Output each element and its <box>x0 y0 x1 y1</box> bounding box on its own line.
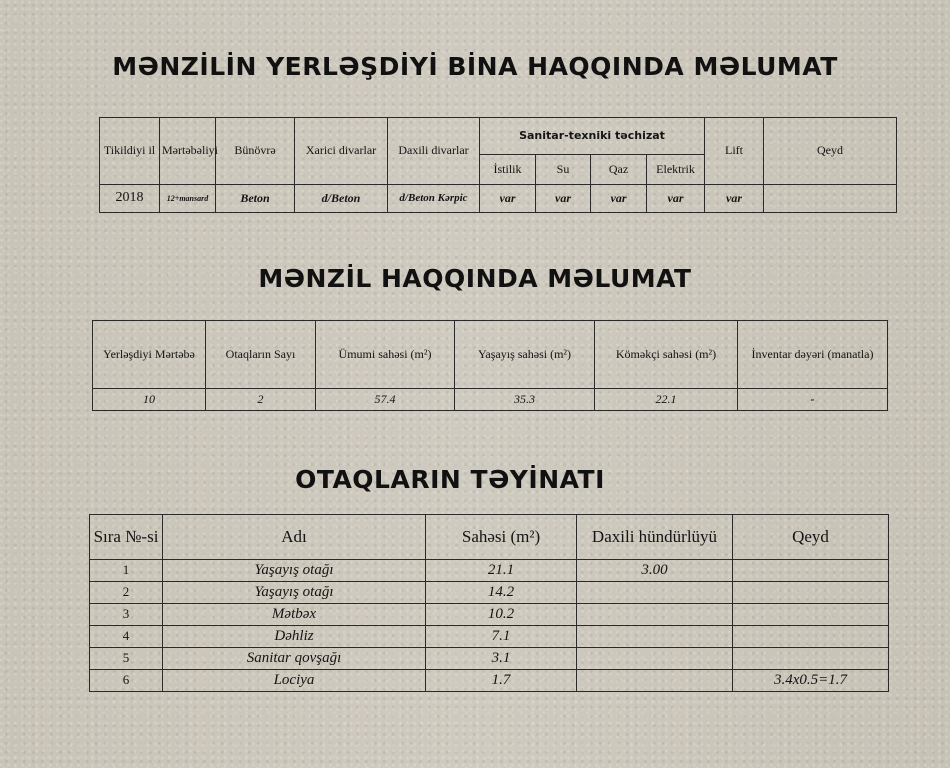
room-name: Dəhliz <box>163 626 426 648</box>
value-living-area: 35.3 <box>455 389 595 411</box>
apartment-info-table <box>92 320 888 411</box>
room-height <box>577 648 733 670</box>
room-area: 21.1 <box>426 560 577 582</box>
row-number: 4 <box>90 626 163 648</box>
header-floor: Yerləşdiyi Mərtəbə <box>93 321 206 389</box>
value-year: 2018 <box>100 185 160 213</box>
value-floors: 12+mansard <box>160 185 216 213</box>
value-aux-area: 22.1 <box>595 389 738 411</box>
table-row <box>90 626 889 648</box>
row-number: 5 <box>90 648 163 670</box>
rooms-purpose-title: OTAQLARIN TƏYİNATI <box>295 465 605 494</box>
header-room-name: Adı <box>163 515 426 560</box>
header-sanitary: Sanitar-texniki təchizat <box>480 118 705 155</box>
header-floors: Mərtəbəliyi <box>160 118 216 185</box>
room-area: 3.1 <box>426 648 577 670</box>
value-total-area: 57.4 <box>316 389 455 411</box>
rooms-table <box>89 514 889 692</box>
room-area: 7.1 <box>426 626 577 648</box>
header-electric: Elektrik <box>647 155 705 185</box>
room-note <box>733 560 889 582</box>
room-note <box>733 604 889 626</box>
room-note: 3.4x0.5=1.7 <box>733 670 889 692</box>
room-height <box>577 626 733 648</box>
header-total-area: Ümumi sahəsi (m²) <box>316 321 455 389</box>
row-number: 6 <box>90 670 163 692</box>
header-heating: İstilik <box>480 155 536 185</box>
apartment-info-title: MƏNZİL HAQQINDA MƏLUMAT <box>258 264 692 293</box>
header-water: Su <box>536 155 591 185</box>
building-info-title: MƏNZİLİN YERLƏŞDİYİ BİNA HAQQINDA MƏLUMAT <box>112 52 838 81</box>
room-name: Lociya <box>163 670 426 692</box>
room-name: Sanitar qovşağı <box>163 648 426 670</box>
header-row-number: Sıra №-si <box>90 515 163 560</box>
header-inner-walls: Daxili divarlar <box>388 118 480 185</box>
table-row <box>90 582 889 604</box>
row-number: 3 <box>90 604 163 626</box>
room-height: 3.00 <box>577 560 733 582</box>
room-area: 1.7 <box>426 670 577 692</box>
room-name: Mətbəx <box>163 604 426 626</box>
header-aux-area: Köməkçi sahəsi (m²) <box>595 321 738 389</box>
value-gas: var <box>591 185 647 213</box>
header-lift: Lift <box>705 118 764 185</box>
header-room-note: Qeyd <box>733 515 889 560</box>
table-row <box>90 560 889 582</box>
value-rooms: 2 <box>206 389 316 411</box>
room-height <box>577 582 733 604</box>
value-inventory: - <box>738 389 888 411</box>
header-year: Tikildiyi il <box>100 118 160 185</box>
room-name: Yaşayış otağı <box>163 582 426 604</box>
row-number: 2 <box>90 582 163 604</box>
room-note <box>733 648 889 670</box>
value-lift: var <box>705 185 764 213</box>
header-note: Qeyd <box>764 118 897 185</box>
value-heating: var <box>480 185 536 213</box>
value-electric: var <box>647 185 705 213</box>
room-area: 10.2 <box>426 604 577 626</box>
value-foundation: Beton <box>216 185 295 213</box>
value-water: var <box>536 185 591 213</box>
row-number: 1 <box>90 560 163 582</box>
building-info-table <box>99 117 897 213</box>
room-note <box>733 626 889 648</box>
header-gas: Qaz <box>591 155 647 185</box>
header-inventory-value: İnventar dəyəri (manatla) <box>738 321 888 389</box>
header-foundation: Bünövrə <box>216 118 295 185</box>
value-floor: 10 <box>93 389 206 411</box>
header-room-area: Sahəsi (m²) <box>426 515 577 560</box>
header-living-area: Yaşayış sahəsi (m²) <box>455 321 595 389</box>
header-outer-walls: Xarici divarlar <box>295 118 388 185</box>
value-note <box>764 185 897 213</box>
room-height <box>577 670 733 692</box>
table-row <box>90 648 889 670</box>
value-outer-walls: d/Beton <box>295 185 388 213</box>
room-height <box>577 604 733 626</box>
header-inner-height: Daxili hündürlüyü <box>577 515 733 560</box>
room-area: 14.2 <box>426 582 577 604</box>
room-name: Yaşayış otağı <box>163 560 426 582</box>
table-row <box>90 670 889 692</box>
room-note <box>733 582 889 604</box>
value-inner-walls: d/Beton Kərpic <box>388 185 480 213</box>
header-rooms: Otaqların Sayı <box>206 321 316 389</box>
table-row <box>90 604 889 626</box>
